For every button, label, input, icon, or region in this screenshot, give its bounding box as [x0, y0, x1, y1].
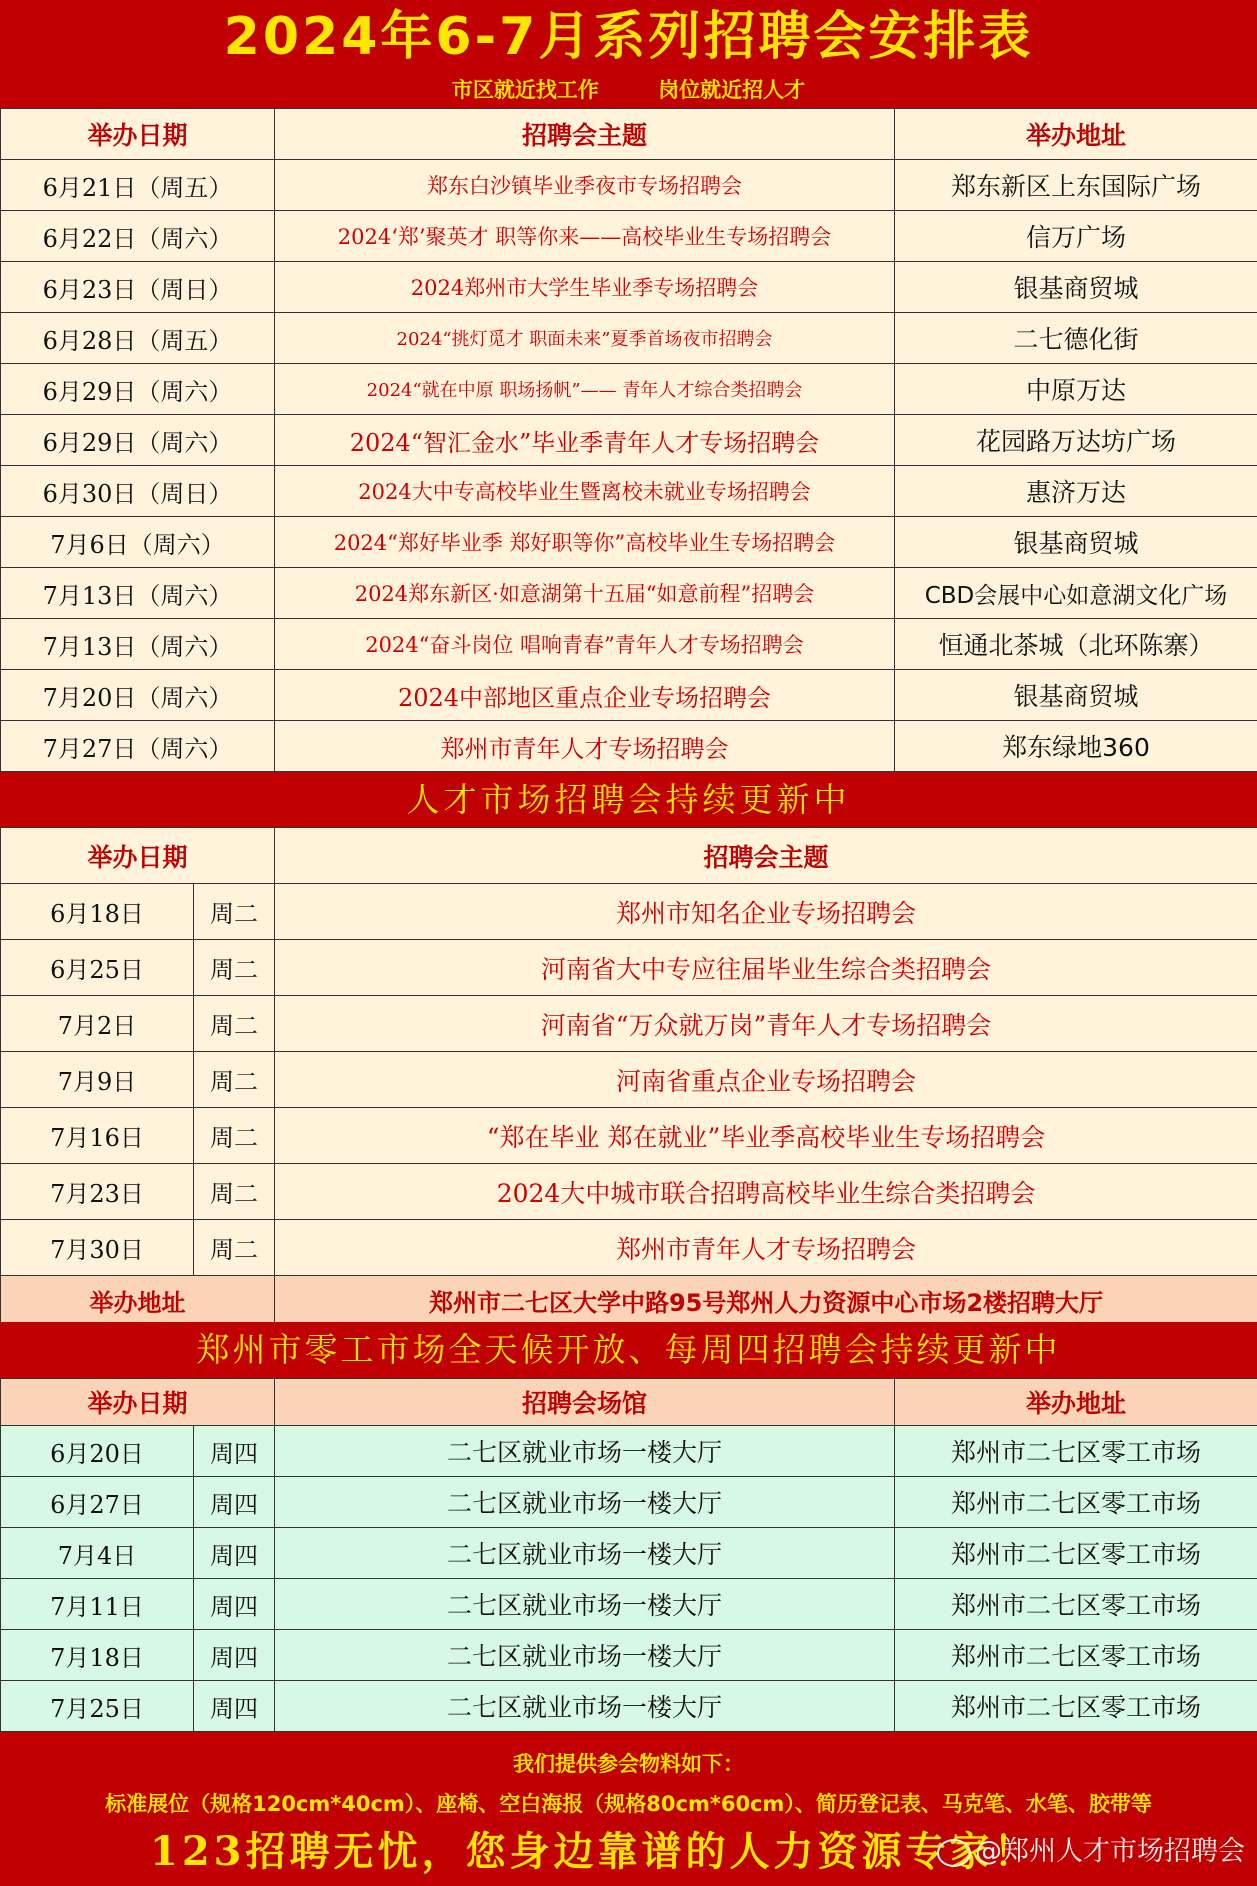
event-theme: 2024“奋斗岗位 唱响青春”青年人才专场招聘会	[275, 619, 895, 670]
event-date: 6月20日	[1, 1426, 194, 1477]
event-weekday: 周二	[194, 1220, 275, 1276]
watermark-text: @郑州人才市场招聘会	[975, 1836, 1245, 1867]
event-address: 郑州市二七区零工市场	[895, 1681, 1257, 1732]
fair-schedule-table	[0, 108, 1257, 772]
venue-address: 郑州市二七区大学中路95号郑州人力资源中心市场2楼招聘大厅	[275, 1276, 1257, 1325]
event-date: 7月2日	[1, 996, 194, 1052]
event-address: 中原万达	[895, 364, 1257, 415]
event-weekday: 周二	[194, 996, 275, 1052]
table-row	[1, 1477, 1257, 1528]
event-address: 银基商贸城	[895, 517, 1257, 568]
event-date: 7月13日（周六）	[1, 619, 275, 670]
event-date: 6月21日（周五）	[1, 160, 275, 211]
event-address: 花园路万达坊广场	[895, 415, 1257, 466]
table-row	[1, 1052, 1257, 1108]
event-date: 6月22日（周六）	[1, 211, 275, 262]
event-theme: 郑州市青年人才专场招聘会	[275, 721, 895, 772]
table-row	[1, 1579, 1257, 1630]
event-date: 6月23日（周日）	[1, 262, 275, 313]
table-row	[1, 313, 1257, 364]
event-date: 6月25日	[1, 940, 194, 996]
event-theme: 2024郑州市大学生毕业季专场招聘会	[275, 262, 895, 313]
event-address: 惠济万达	[895, 466, 1257, 517]
table-row	[1, 415, 1257, 466]
table-row	[1, 884, 1257, 940]
event-date: 6月29日（周六）	[1, 415, 275, 466]
table-row	[1, 619, 1257, 670]
event-address: 郑东绿地360	[895, 721, 1257, 772]
event-hall: 二七区就业市场一楼大厅	[275, 1528, 895, 1579]
event-date: 6月29日（周六）	[1, 364, 275, 415]
event-theme: 2024“郑好毕业季 郑好职等你”高校毕业生专场招聘会	[275, 517, 895, 568]
event-theme: 2024“智汇金水”毕业季青年人才专场招聘会	[275, 415, 895, 466]
table-row	[1, 1630, 1257, 1681]
table-row	[1, 160, 1257, 211]
event-address: 郑州市二七区零工市场	[895, 1477, 1257, 1528]
venue-label: 举办地址	[1, 1276, 275, 1325]
event-theme: 2024大中城市联合招聘高校毕业生综合类招聘会	[275, 1164, 1257, 1220]
page-title: 2024年6-7月系列招聘会安排表	[0, 0, 1257, 72]
header-address: 举办地址	[895, 109, 1257, 160]
event-weekday: 周二	[194, 940, 275, 996]
slogan: 123招聘无忧，您身边靠谱的人力资源专家！	[0, 1818, 1257, 1886]
watermark	[937, 1836, 1245, 1868]
header-date: 举办日期	[1, 828, 275, 884]
event-weekday: 周二	[194, 1108, 275, 1164]
event-date: 6月18日	[1, 884, 194, 940]
event-hall: 二七区就业市场一楼大厅	[275, 1477, 895, 1528]
table-row	[1, 940, 1257, 996]
event-address: 恒通北茶城（北环陈寨）	[895, 619, 1257, 670]
header-theme: 招聘会主题	[275, 109, 895, 160]
talent-market-table	[0, 827, 1257, 1325]
event-weekday: 周四	[194, 1579, 275, 1630]
table-row	[1, 1220, 1257, 1276]
weibo-icon	[937, 1839, 971, 1867]
event-date: 7月23日	[1, 1164, 194, 1220]
event-theme: 郑东白沙镇毕业季夜市专场招聘会	[275, 160, 895, 211]
event-theme: 河南省重点企业专场招聘会	[275, 1052, 1257, 1108]
event-hall: 二七区就业市场一楼大厅	[275, 1426, 895, 1477]
event-theme: 郑州市知名企业专场招聘会	[275, 884, 1257, 940]
event-weekday: 周四	[194, 1630, 275, 1681]
event-address: 银基商贸城	[895, 670, 1257, 721]
event-date: 7月9日	[1, 1052, 194, 1108]
event-date: 7月18日	[1, 1630, 194, 1681]
section-banner-gig-market: 郑州市零工市场全天候开放、每周四招聘会持续更新中	[0, 1322, 1257, 1378]
event-address: 银基商贸城	[895, 262, 1257, 313]
event-address: 郑东新区上东国际广场	[895, 160, 1257, 211]
table-row	[1, 568, 1257, 619]
event-date: 7月25日	[1, 1681, 194, 1732]
header-date: 举办日期	[1, 109, 275, 160]
table-row	[1, 996, 1257, 1052]
event-theme: 2024大中专高校毕业生暨离校未就业专场招聘会	[275, 466, 895, 517]
event-date: 7月11日	[1, 1579, 194, 1630]
materials-list: 标准展位（规格120cm*40cm）、座椅、空白海报（规格80cm*60cm）、简历登记表、马克笔、水笔、胶带等	[105, 1792, 1152, 1816]
table-header	[1, 828, 1257, 884]
materials-notice	[0, 1734, 1257, 1818]
event-address: 郑州市二七区零工市场	[895, 1579, 1257, 1630]
venue-row	[1, 1276, 1257, 1325]
event-weekday: 周四	[194, 1477, 275, 1528]
table-header	[1, 1379, 1257, 1426]
event-date: 7月16日	[1, 1108, 194, 1164]
table-row	[1, 364, 1257, 415]
event-weekday: 周四	[194, 1426, 275, 1477]
event-theme: 2024中部地区重点企业专场招聘会	[275, 670, 895, 721]
event-address: 郑州市二七区零工市场	[895, 1528, 1257, 1579]
event-weekday: 周二	[194, 1052, 275, 1108]
event-hall: 二七区就业市场一楼大厅	[275, 1579, 895, 1630]
event-theme: 2024“挑灯觅才 职面未来”夏季首场夜市招聘会	[275, 313, 895, 364]
header-date: 举办日期	[1, 1379, 275, 1426]
table-row	[1, 1164, 1257, 1220]
event-date: 6月30日（周日）	[1, 466, 275, 517]
event-theme: 2024‘郑’聚英才 职等你来——高校毕业生专场招聘会	[275, 211, 895, 262]
event-theme: 郑州市青年人才专场招聘会	[275, 1220, 1257, 1276]
event-date: 7月30日	[1, 1220, 194, 1276]
event-date: 7月6日（周六）	[1, 517, 275, 568]
event-date: 6月28日（周五）	[1, 313, 275, 364]
event-date: 7月27日（周六）	[1, 721, 275, 772]
gig-market-table	[0, 1378, 1257, 1732]
event-weekday: 周四	[194, 1681, 275, 1732]
event-weekday: 周二	[194, 1164, 275, 1220]
subtitle-right: 岗位就近招人才	[658, 78, 806, 102]
event-date: 7月20日（周六）	[1, 670, 275, 721]
table-row	[1, 1681, 1257, 1732]
table-row	[1, 466, 1257, 517]
event-address: CBD会展中心如意湖文化广场	[895, 568, 1257, 619]
event-theme: “郑在毕业 郑在就业”毕业季高校毕业生专场招聘会	[275, 1108, 1257, 1164]
event-date: 7月13日（周六）	[1, 568, 275, 619]
event-theme: 河南省“万众就万岗”青年人才专场招聘会	[275, 996, 1257, 1052]
materials-heading: 我们提供参会物料如下：	[513, 1752, 744, 1776]
event-address: 二七德化街	[895, 313, 1257, 364]
section-banner-talent-market: 人才市场招聘会持续更新中	[0, 773, 1257, 827]
header-address: 举办地址	[895, 1379, 1257, 1426]
event-address: 郑州市二七区零工市场	[895, 1426, 1257, 1477]
subtitle	[0, 72, 1257, 108]
event-address: 郑州市二七区零工市场	[895, 1630, 1257, 1681]
event-weekday: 周四	[194, 1528, 275, 1579]
table-row	[1, 517, 1257, 568]
event-hall: 二七区就业市场一楼大厅	[275, 1681, 895, 1732]
event-date: 6月27日	[1, 1477, 194, 1528]
event-hall: 二七区就业市场一楼大厅	[275, 1630, 895, 1681]
table-row	[1, 1108, 1257, 1164]
header-hall: 招聘会场馆	[275, 1379, 895, 1426]
event-theme: 2024“就在中原 职场扬帆”—— 青年人才综合类招聘会	[275, 364, 895, 415]
event-date: 7月4日	[1, 1528, 194, 1579]
table-header	[1, 109, 1257, 160]
table-row	[1, 1426, 1257, 1477]
table-row	[1, 721, 1257, 772]
table-row	[1, 262, 1257, 313]
event-address: 信万广场	[895, 211, 1257, 262]
table-row	[1, 211, 1257, 262]
table-row	[1, 1528, 1257, 1579]
event-theme: 河南省大中专应往届毕业生综合类招聘会	[275, 940, 1257, 996]
subtitle-left: 市区就近找工作	[451, 78, 599, 102]
header-theme: 招聘会主题	[275, 828, 1257, 884]
table-row	[1, 670, 1257, 721]
event-weekday: 周二	[194, 884, 275, 940]
event-theme: 2024郑东新区·如意湖第十五届“如意前程”招聘会	[275, 568, 895, 619]
